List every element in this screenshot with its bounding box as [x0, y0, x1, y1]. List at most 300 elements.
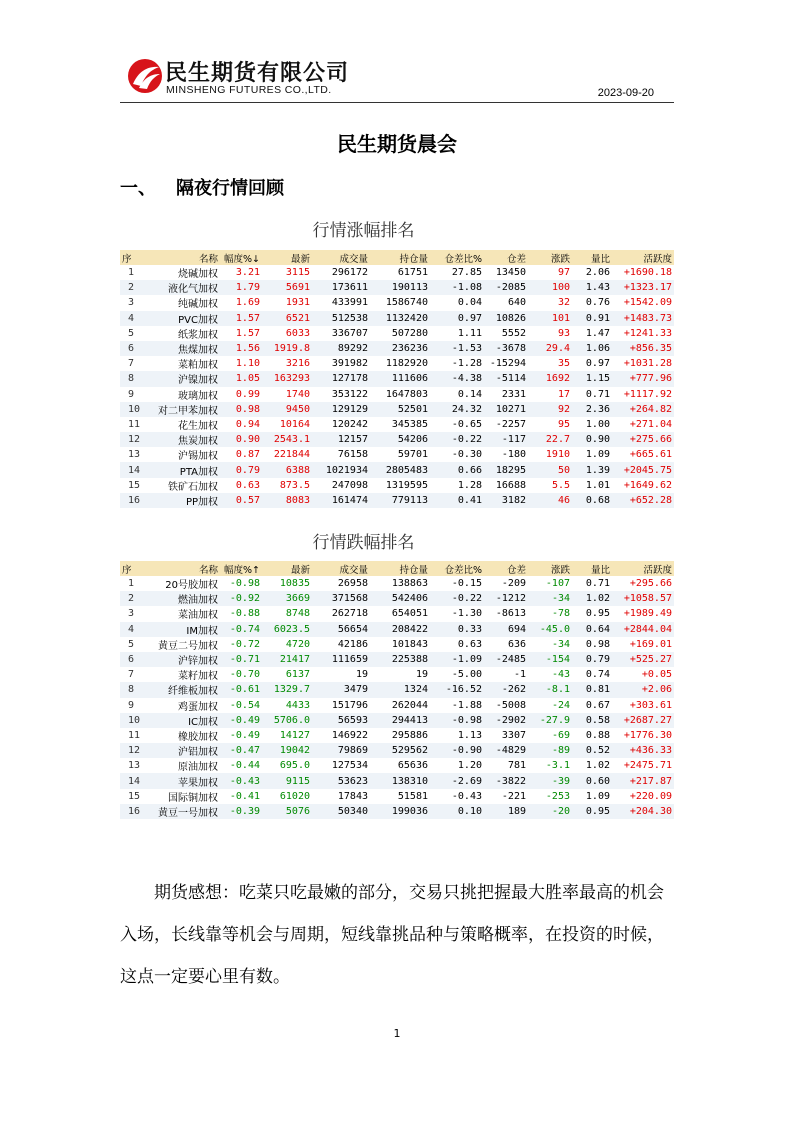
- table-row[interactable]: [120, 773, 674, 788]
- table-row[interactable]: [120, 311, 674, 326]
- table-cell: 0.66: [430, 462, 484, 477]
- table-cell: 1.43: [572, 280, 612, 295]
- table-cell: -0.41: [229, 790, 260, 802]
- company-name-en: MINSHENG FUTURES CO.,LTD.: [166, 84, 332, 96]
- table-cell: 1.39: [572, 462, 612, 477]
- table-cell: -3822: [484, 773, 528, 788]
- table-cell: 1: [128, 267, 135, 279]
- table-cell: -209: [501, 578, 526, 590]
- table-cell: -24: [551, 699, 570, 711]
- table-cell: -43: [551, 669, 570, 681]
- table-cell: 345385: [391, 418, 428, 430]
- table-cell: 0.74: [585, 669, 610, 681]
- table-cell: 1919.8: [262, 341, 312, 356]
- table-cell: 95: [557, 418, 570, 430]
- table-cell: 1.02: [572, 591, 612, 606]
- table-cell: 433991: [331, 297, 368, 309]
- table-header-row: [120, 250, 674, 265]
- table-cell: +1031.28: [623, 358, 672, 370]
- table-cell: 1692: [528, 371, 572, 386]
- table-cell: 10: [120, 402, 142, 417]
- table-cell: -1: [513, 669, 526, 681]
- table-cell: 1.15: [572, 371, 612, 386]
- table-cell: 371568: [312, 591, 370, 606]
- table-cell: 2.36: [572, 402, 612, 417]
- table-cell: 5076: [262, 804, 312, 819]
- table-row[interactable]: [120, 478, 674, 493]
- table-cell: 636: [507, 638, 526, 650]
- table-cell: 7: [128, 358, 135, 370]
- table-cell: 296172: [331, 267, 368, 279]
- table-cell: 93: [557, 327, 570, 339]
- table-cell: -69: [551, 729, 570, 741]
- table-cell: +1542.09: [623, 297, 672, 309]
- table-cell: -0.39: [220, 804, 262, 819]
- table-cell: 8: [120, 682, 142, 697]
- table-cell: +1649.62: [623, 479, 672, 491]
- table-cell: -15294: [489, 358, 526, 370]
- column-header[interactable]: 最新: [262, 250, 312, 265]
- table-row[interactable]: [120, 606, 674, 621]
- table-cell: 1.57: [220, 311, 262, 326]
- table-row[interactable]: [120, 462, 674, 477]
- table-cell: 13: [128, 449, 141, 461]
- table-cell: IM加权: [142, 622, 220, 637]
- table-cell: -5114: [484, 371, 528, 386]
- table-cell: 161474: [312, 493, 370, 508]
- table-cell: 12157: [312, 432, 370, 447]
- table-cell: 1182920: [385, 358, 428, 370]
- table-cell: -180: [501, 449, 526, 461]
- table-cell: -0.90: [430, 743, 484, 758]
- table-cell: 16688: [495, 479, 526, 491]
- table-cell: 21417: [262, 652, 312, 667]
- column-header[interactable]: 持仓量: [370, 561, 430, 576]
- table-cell: 1.28: [457, 479, 482, 491]
- table-row[interactable]: [120, 743, 674, 758]
- column-header[interactable]: 最新: [262, 561, 312, 576]
- table-cell: 1.13: [457, 729, 482, 741]
- table-cell: +777.96: [612, 371, 674, 386]
- table-cell: 17843: [337, 790, 368, 802]
- table-cell: 20号胶加权: [165, 580, 218, 592]
- table-cell: 6023.5: [262, 622, 312, 637]
- table-cell: 512538: [312, 311, 370, 326]
- futures-insight-paragraph: 期货感想：吃菜只吃最嫩的部分，交易只挑把握最大胜率最高的机会入场，长线靠等机会与周期，短线靠挑品种与策略概率，在投资的时候，这点一定要心里有数。: [120, 883, 664, 987]
- table-cell: 0.60: [572, 773, 612, 788]
- table-cell: -107: [545, 578, 570, 590]
- column-header[interactable]: 幅度%↑: [220, 561, 262, 576]
- table-cell: 1931: [285, 297, 310, 309]
- table-row[interactable]: [120, 667, 674, 682]
- table-row[interactable]: [120, 682, 674, 697]
- table-cell: 黄豆二号加权: [158, 640, 218, 652]
- table-cell: -0.71: [220, 652, 262, 667]
- table-cell: 53623: [312, 773, 370, 788]
- table-cell: -16.52: [430, 682, 484, 697]
- table-cell: 11: [128, 729, 141, 741]
- table-row[interactable]: [120, 622, 674, 637]
- table-cell: 3.21: [235, 267, 260, 279]
- table-row[interactable]: [120, 713, 674, 728]
- table-cell: +2475.71: [623, 760, 672, 772]
- column-header[interactable]: 成交量: [312, 561, 370, 576]
- table-cell: 163293: [262, 371, 312, 386]
- table-cell: 353122: [331, 388, 368, 400]
- table-cell: 138310: [370, 773, 430, 788]
- table-cell: 0.91: [572, 311, 612, 326]
- table-cell: +217.87: [612, 773, 674, 788]
- table-cell: 14: [120, 773, 142, 788]
- table-cell: 27.85: [451, 267, 482, 279]
- table-cell: 3182: [484, 493, 528, 508]
- table-cell: 10: [120, 713, 142, 728]
- table-cell: -262: [484, 682, 528, 697]
- table-cell: 6388: [262, 462, 312, 477]
- table-cell: 10826: [484, 311, 528, 326]
- table-cell: -1.08: [430, 280, 484, 295]
- table-cell: 14: [120, 462, 142, 477]
- table-cell: 0.99: [235, 388, 260, 400]
- table-cell: 纤维板加权: [142, 682, 220, 697]
- table-cell: -8613: [495, 608, 526, 620]
- table-cell: -0.22: [430, 432, 484, 447]
- table-cell: 3216: [285, 358, 310, 370]
- table-cell: +1483.73: [612, 311, 674, 326]
- losers-table-title: 行情跌幅排名: [312, 533, 415, 553]
- table-cell: 221844: [273, 449, 310, 461]
- table-cell: +275.66: [612, 432, 674, 447]
- table-cell: -0.61: [220, 682, 262, 697]
- table-row[interactable]: [120, 804, 674, 819]
- table-cell: 13450: [495, 267, 526, 279]
- table-row[interactable]: [120, 447, 674, 462]
- table-cell: 189: [484, 804, 528, 819]
- table-cell: -1.30: [451, 608, 482, 620]
- table-cell: 0.63: [457, 638, 482, 650]
- table-cell: 873.5: [279, 479, 310, 491]
- table-cell: 59701: [397, 449, 428, 461]
- table-cell: -0.54: [229, 699, 260, 711]
- table-cell: 10164: [279, 418, 310, 430]
- table-cell: 56593: [312, 713, 370, 728]
- table-cell: 14127: [279, 729, 310, 741]
- table-cell: -253: [545, 790, 570, 802]
- table-cell: 1.79: [220, 280, 262, 295]
- table-cell: +295.66: [629, 578, 672, 590]
- table-cell: 111606: [370, 371, 430, 386]
- table-cell: -1.53: [430, 341, 484, 356]
- table-row[interactable]: [120, 789, 674, 804]
- table-cell: 18295: [484, 462, 528, 477]
- table-row[interactable]: [120, 387, 674, 402]
- table-row[interactable]: [120, 326, 674, 341]
- table-row[interactable]: [120, 371, 674, 386]
- table-cell: 鸡蛋加权: [178, 701, 218, 713]
- table-cell: -0.49: [229, 729, 260, 741]
- column-header[interactable]: 序: [120, 561, 142, 576]
- table-cell: 0.71: [585, 578, 610, 590]
- table-cell: -0.15: [451, 578, 482, 590]
- table-row[interactable]: [120, 652, 674, 667]
- table-cell: 101843: [391, 638, 428, 650]
- table-cell: 8083: [262, 493, 312, 508]
- table-cell: 3479: [312, 682, 370, 697]
- table-cell: 781: [507, 760, 526, 772]
- table-cell: 1.06: [572, 341, 612, 356]
- table-cell: 2543.1: [262, 432, 312, 447]
- table-cell: -0.88: [229, 608, 260, 620]
- table-cell: 0.81: [572, 682, 612, 697]
- table-cell: 1329.7: [262, 682, 312, 697]
- table-row[interactable]: [120, 341, 674, 356]
- table-cell: 1.10: [235, 358, 260, 370]
- table-cell: 52501: [370, 402, 430, 417]
- table-cell: -0.92: [220, 591, 262, 606]
- table-cell: 6: [120, 341, 142, 356]
- table-cell: 橡胶加权: [178, 731, 218, 743]
- table-cell: 1.00: [585, 418, 610, 430]
- table-cell: 6137: [285, 669, 310, 681]
- table-cell: 3: [128, 297, 135, 309]
- column-header[interactable]: 量比: [572, 561, 612, 576]
- table-cell: 4: [120, 622, 142, 637]
- table-cell: 8748: [285, 608, 310, 620]
- column-header[interactable]: 量比: [572, 250, 612, 265]
- table-cell: 695.0: [279, 760, 310, 772]
- table-cell: 17: [557, 388, 570, 400]
- table-cell: 13: [128, 760, 141, 772]
- table-cell: 3669: [262, 591, 312, 606]
- column-header[interactable]: 活跃度: [612, 561, 674, 576]
- table-cell: 0.58: [572, 713, 612, 728]
- column-header[interactable]: 名称: [142, 250, 220, 265]
- table-cell: 111659: [312, 652, 370, 667]
- table-row[interactable]: [120, 295, 674, 310]
- table-row[interactable]: [120, 265, 674, 280]
- table-cell: 19: [415, 669, 428, 681]
- table-cell: 3: [128, 608, 135, 620]
- table-cell: -0.70: [229, 669, 260, 681]
- table-cell: 120242: [331, 418, 368, 430]
- column-header[interactable]: 名称: [142, 561, 220, 576]
- table-cell: 127178: [312, 371, 370, 386]
- table-cell: 11: [128, 418, 141, 430]
- table-cell: 0.68: [572, 493, 612, 508]
- table-cell: 779113: [370, 493, 430, 508]
- table-cell: 9: [128, 699, 135, 711]
- table-cell: 19: [355, 669, 368, 681]
- table-row[interactable]: [120, 591, 674, 606]
- table-cell: 29.4: [528, 341, 572, 356]
- table-cell: 0.57: [220, 493, 262, 508]
- table-cell: 2: [120, 280, 142, 295]
- table-cell: 12: [120, 743, 142, 758]
- table-cell: -0.74: [220, 622, 262, 637]
- table-cell: 9: [128, 388, 135, 400]
- table-cell: -0.65: [451, 418, 482, 430]
- table-cell: 0.04: [457, 297, 482, 309]
- table-cell: 6: [120, 652, 142, 667]
- table-cell: 0.10: [430, 804, 484, 819]
- table-cell: 对二甲苯加权: [142, 402, 220, 417]
- column-header[interactable]: 仓差: [484, 250, 528, 265]
- table-cell: +2687.27: [612, 713, 674, 728]
- table-cell: -0.47: [220, 743, 262, 758]
- table-cell: 262044: [391, 699, 428, 711]
- table-cell: 0.41: [430, 493, 484, 508]
- table-cell: 国际铜加权: [168, 792, 218, 804]
- table-cell: 0.87: [235, 449, 260, 461]
- table-cell: 1319595: [385, 479, 428, 491]
- table-cell: 4720: [285, 638, 310, 650]
- column-header[interactable]: 成交量: [312, 250, 370, 265]
- table-cell: 0.90: [572, 432, 612, 447]
- table-cell: 97: [557, 267, 570, 279]
- table-cell: -2485: [484, 652, 528, 667]
- table-row[interactable]: [120, 280, 674, 295]
- table-cell: -2902: [484, 713, 528, 728]
- table-cell: 沪铝加权: [142, 743, 220, 758]
- table-cell: -3678: [484, 341, 528, 356]
- table-cell: 黄豆一号加权: [142, 804, 220, 819]
- table-cell: 22.7: [528, 432, 572, 447]
- table-cell: 100: [528, 280, 572, 295]
- table-cell: 液化气加权: [142, 280, 220, 295]
- table-cell: 9450: [262, 402, 312, 417]
- column-header[interactable]: 活跃度: [612, 250, 674, 265]
- table-cell: 65636: [397, 760, 428, 772]
- table-cell: 0.95: [572, 804, 612, 819]
- table-cell: 12: [120, 432, 142, 447]
- table-cell: 10271: [484, 402, 528, 417]
- table-header-row: [120, 561, 674, 576]
- table-cell: 76158: [337, 449, 368, 461]
- table-cell: 焦炭加权: [142, 432, 220, 447]
- table-cell: 24.32: [430, 402, 484, 417]
- table-cell: PTA加权: [142, 462, 220, 477]
- table-cell: +1776.30: [623, 729, 672, 741]
- table-row[interactable]: [120, 417, 674, 432]
- column-header[interactable]: 仓差: [484, 561, 528, 576]
- table-cell: 16: [120, 804, 142, 819]
- table-cell: -2085: [484, 280, 528, 295]
- gainers-table-title: 行情涨幅排名: [312, 221, 415, 241]
- table-cell: 1.57: [235, 327, 260, 339]
- table-cell: 54206: [370, 432, 430, 447]
- column-header[interactable]: 持仓量: [370, 250, 430, 265]
- company-logo-icon: [127, 58, 163, 94]
- table-cell: 沪锌加权: [142, 652, 220, 667]
- table-cell: 19042: [262, 743, 312, 758]
- table-cell: 0.88: [585, 729, 610, 741]
- table-cell: 0.90: [220, 432, 262, 447]
- table-cell: 6521: [262, 311, 312, 326]
- table-row[interactable]: [120, 758, 674, 773]
- table-cell: 16: [120, 493, 142, 508]
- table-cell: 8: [120, 371, 142, 386]
- table-cell: +220.09: [629, 790, 672, 802]
- table-cell: -0.30: [451, 449, 482, 461]
- table-row[interactable]: [120, 576, 674, 591]
- table-cell: -5008: [495, 699, 526, 711]
- column-header[interactable]: 幅度%↓: [220, 250, 262, 265]
- gainers-table: [120, 250, 674, 508]
- column-header[interactable]: 仓差比%: [430, 250, 484, 265]
- table-cell: 694: [484, 622, 528, 637]
- table-cell: 0.14: [457, 388, 482, 400]
- table-cell: 0.98: [585, 638, 610, 650]
- table-cell: 菜籽加权: [178, 671, 218, 683]
- table-cell: 0.97: [430, 311, 484, 326]
- page-number: 1: [393, 1027, 401, 1040]
- column-header[interactable]: 涨跌: [528, 561, 572, 576]
- table-cell: +1690.18: [623, 267, 672, 279]
- table-cell: 79869: [312, 743, 370, 758]
- table-cell: 燃油加权: [142, 591, 220, 606]
- table-row[interactable]: [120, 356, 674, 371]
- table-cell: 654051: [391, 608, 428, 620]
- table-cell: 玻璃加权: [178, 390, 218, 402]
- table-cell: -0.98: [430, 713, 484, 728]
- table-cell: +169.01: [629, 638, 672, 650]
- table-cell: 173611: [312, 280, 370, 295]
- table-cell: 2.06: [585, 267, 610, 279]
- table-cell: 247098: [331, 479, 368, 491]
- table-cell: 沪锡加权: [178, 451, 218, 463]
- table-cell: 0.95: [585, 608, 610, 620]
- table-cell: -1.28: [451, 358, 482, 370]
- table-cell: 336707: [331, 327, 368, 339]
- table-cell: 26958: [337, 578, 368, 590]
- table-row[interactable]: [120, 637, 674, 652]
- table-cell: 51581: [397, 790, 428, 802]
- table-cell: 1910: [545, 449, 570, 461]
- table-cell: 2805483: [370, 462, 430, 477]
- column-header[interactable]: 涨跌: [528, 250, 572, 265]
- table-cell: -2.69: [430, 773, 484, 788]
- column-header[interactable]: 仓差比%: [430, 561, 484, 576]
- table-cell: 5706.0: [262, 713, 312, 728]
- section-number: 一、: [120, 178, 156, 199]
- table-cell: 1.02: [585, 760, 610, 772]
- table-cell: +856.35: [612, 341, 674, 356]
- table-row[interactable]: [120, 432, 674, 447]
- table-cell: -39: [528, 773, 572, 788]
- table-row[interactable]: [120, 728, 674, 743]
- table-cell: +2.06: [612, 682, 674, 697]
- table-cell: +204.30: [612, 804, 674, 819]
- table-cell: 1324: [370, 682, 430, 697]
- table-row[interactable]: [120, 698, 674, 713]
- table-cell: 5: [128, 327, 135, 339]
- table-cell: -2257: [495, 418, 526, 430]
- table-cell: 225388: [370, 652, 430, 667]
- losers-table: [120, 561, 674, 819]
- table-cell: 1.56: [220, 341, 262, 356]
- table-cell: 苹果加权: [142, 773, 220, 788]
- table-cell: 146922: [331, 729, 368, 741]
- table-cell: IC加权: [142, 713, 220, 728]
- table-row[interactable]: [120, 493, 674, 508]
- table-cell: 4: [120, 311, 142, 326]
- column-header[interactable]: 序: [120, 250, 142, 265]
- table-cell: +1241.33: [623, 327, 672, 339]
- table-cell: -0.43: [220, 773, 262, 788]
- table-row[interactable]: [120, 402, 674, 417]
- table-cell: -0.72: [229, 638, 260, 650]
- table-cell: 7: [128, 669, 135, 681]
